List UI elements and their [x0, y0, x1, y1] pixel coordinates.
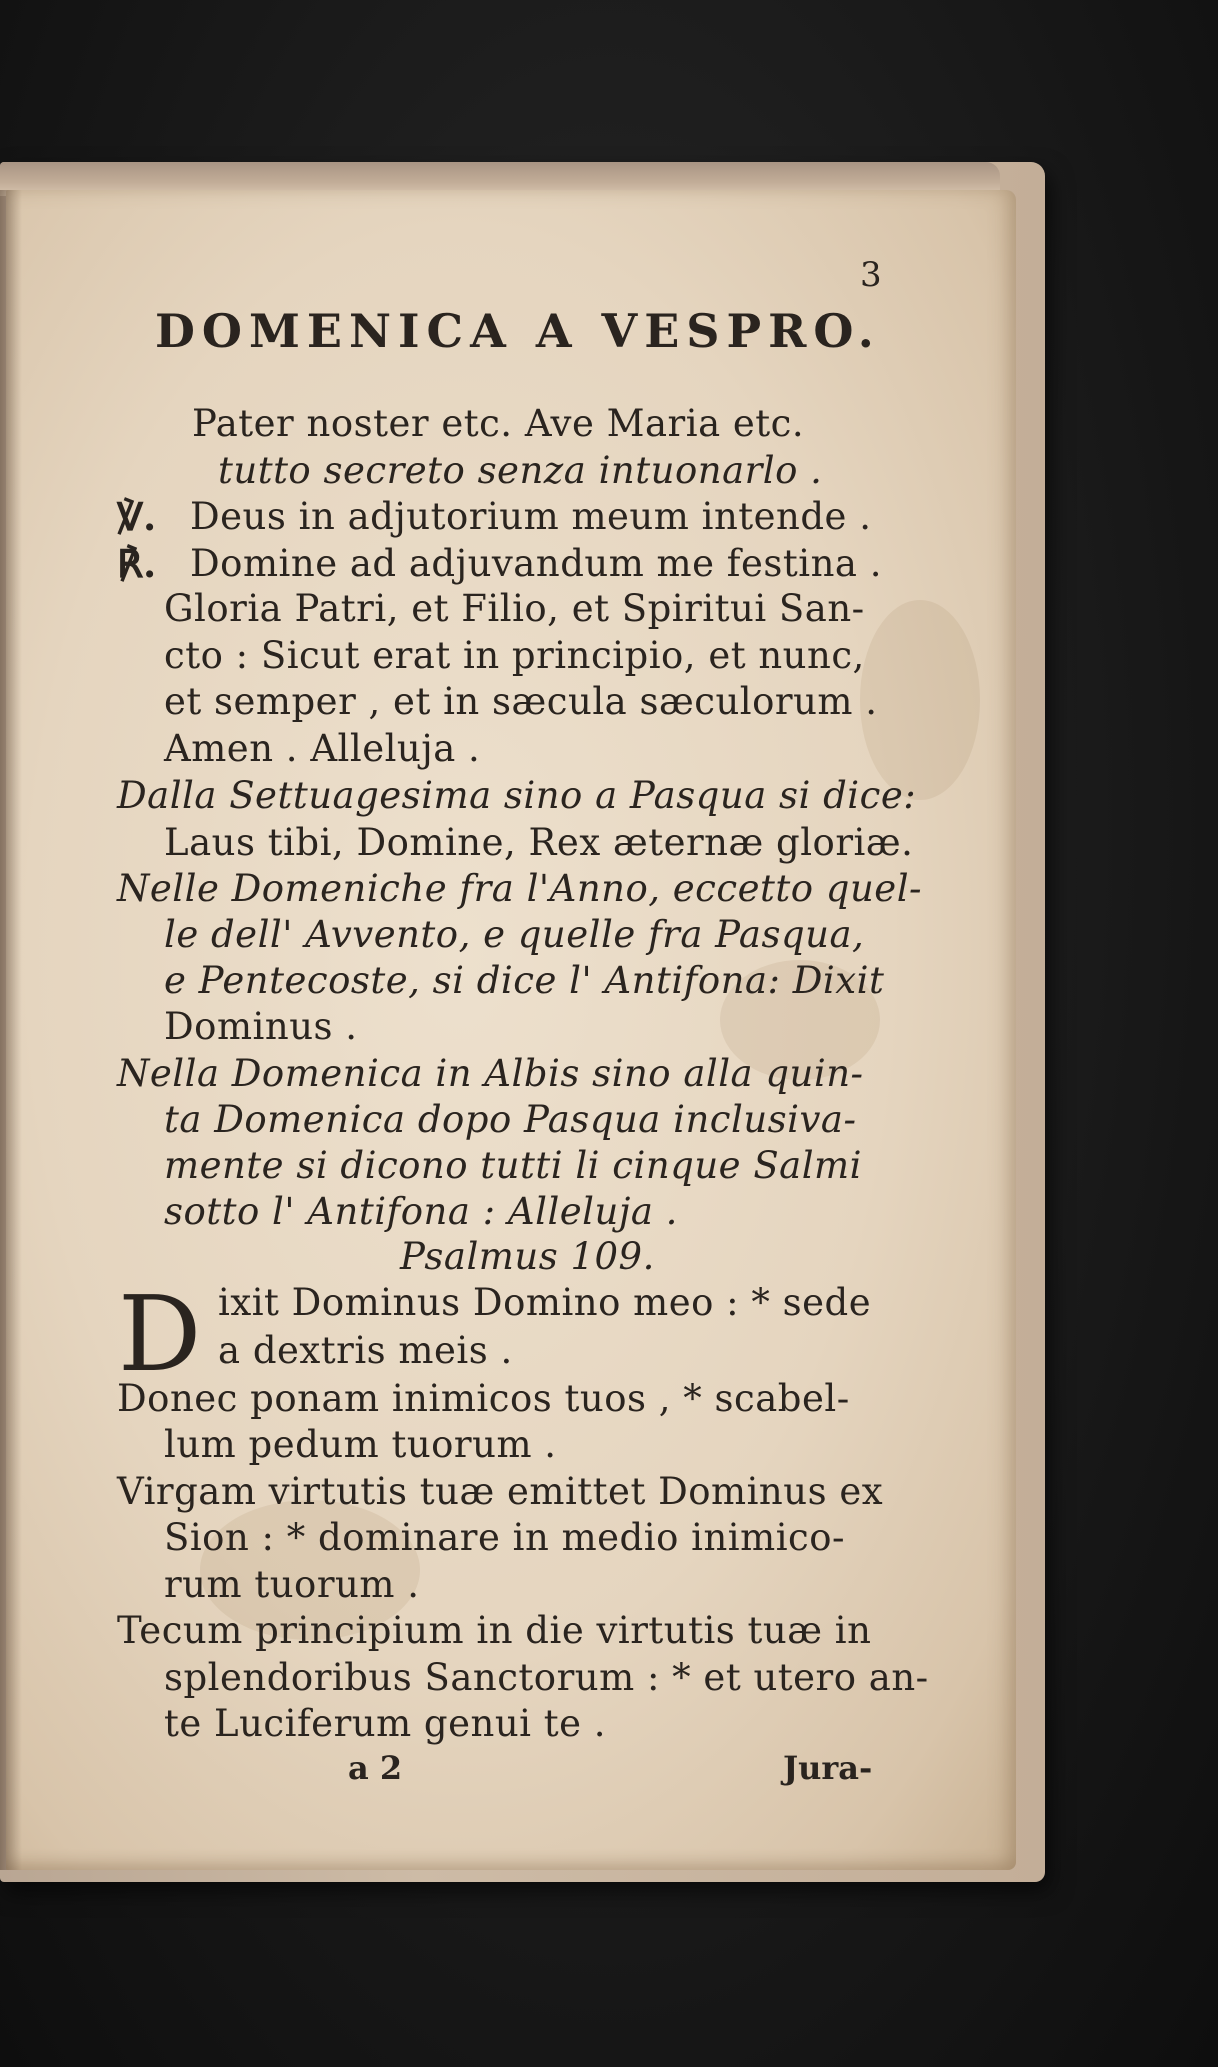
text-line: Sion : * dominare in medio inimico- — [164, 1516, 846, 1559]
text-line: splendoribus Sanctorum : * et utero an- — [164, 1656, 929, 1699]
rubric-line: e Pentecoste, si dice l' Antifona: Dixit — [164, 959, 885, 1002]
page-number: 3 — [860, 255, 882, 295]
text-line: Gloria Patri, et Filio, et Spiritui San- — [164, 587, 865, 630]
text-line: Donec ponam inimicos tuos , * scabel- — [117, 1377, 850, 1420]
page-title: DOMENICA A VESPRO. — [155, 304, 881, 358]
text-line: ixit Dominus Domino meo : * sede — [218, 1281, 872, 1324]
text-line: et semper , et in sæcula sæculorum . — [164, 680, 878, 723]
catchword: Jura- — [783, 1749, 873, 1787]
text-line: Dominus . — [164, 1005, 358, 1048]
rubric-line: le dell' Avvento, e quelle fra Pasqua, — [164, 913, 865, 956]
text-line: Virgam virtutis tuæ emittet Dominus ex — [117, 1470, 884, 1513]
text-line: cto : Sicut erat in principio, et nunc, — [164, 634, 865, 677]
rubric-line: mente si dicono tutti li cinque Salmi — [164, 1144, 862, 1187]
text-line: Deus in adjutorium meum intende . — [190, 495, 872, 538]
signature-mark: a 2 — [348, 1749, 403, 1787]
response-symbol: ℟. — [117, 541, 157, 586]
psalm-heading: Psalmus 109. — [400, 1235, 655, 1278]
rubric-line: sotto l' Antifona : Alleluja . — [164, 1190, 678, 1233]
rubric-line: Nella Domenica in Albis sino alla quin- — [117, 1052, 864, 1095]
rubric-line: ta Domenica dopo Pasqua inclusiva- — [164, 1098, 857, 1141]
drop-cap: D — [118, 1273, 202, 1395]
rubric-line: Nelle Domeniche fra l'Anno, eccetto quel- — [117, 867, 923, 910]
paper-stain — [860, 600, 980, 800]
text-line: rum tuorum . — [164, 1563, 420, 1606]
text-line: Laus tibi, Domine, Rex æternæ gloriæ. — [164, 821, 914, 864]
rubric-line: Dalla Settuagesima sino a Pasqua si dice: — [117, 774, 917, 817]
text-line: te Luciferum genui te . — [164, 1702, 607, 1745]
versicle-symbol: ℣. — [117, 494, 157, 539]
text-line: Amen . Alleluja . — [164, 727, 481, 770]
rubric-line: tutto secreto senza intuonarlo . — [218, 449, 823, 492]
text-line: a dextris meis . — [218, 1329, 513, 1372]
text-line: Domine ad adjuvandum me festina . — [190, 542, 882, 585]
text-line: Tecum principium in die virtutis tuæ in — [117, 1609, 872, 1652]
spine-shadow — [0, 190, 22, 1870]
text-line: Pater noster etc. Ave Maria etc. — [192, 402, 805, 445]
text-line: lum pedum tuorum . — [164, 1423, 557, 1466]
